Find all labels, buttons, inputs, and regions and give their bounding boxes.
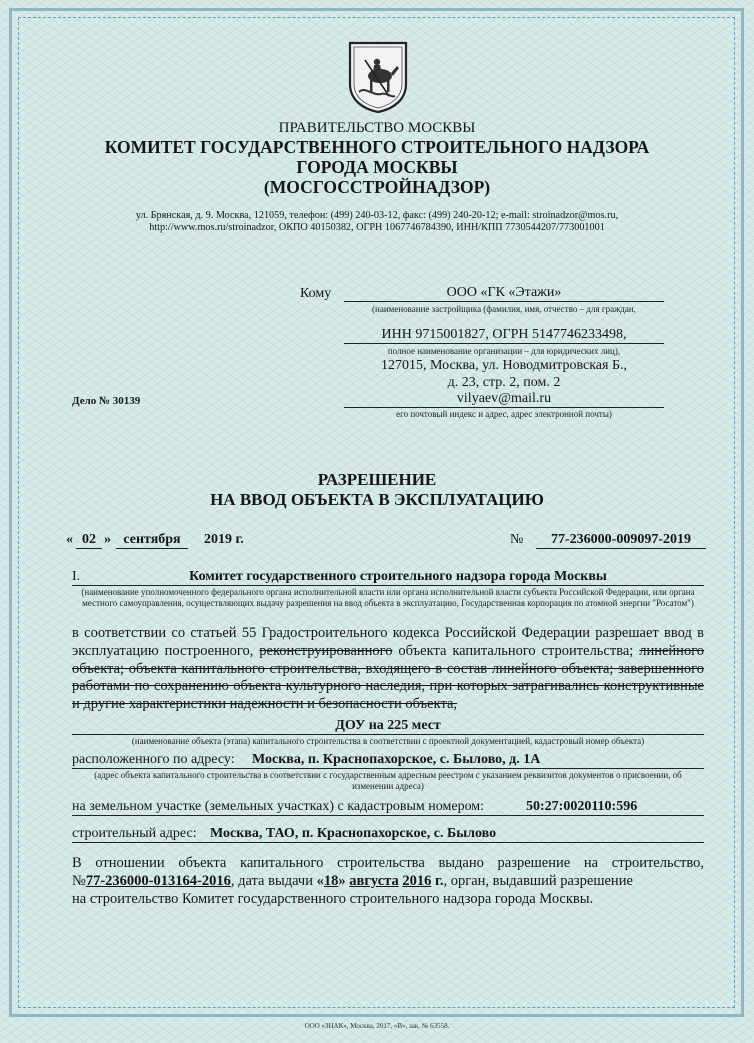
permission-paragraph xyxy=(72,625,704,714)
permit-year-suffix: г. xyxy=(434,873,444,889)
paragraph-strike-2: линейного объекта; объекта капитального строительства, входящего в состав линейного объекта; завершенного работами по сохранению объекта культурного наследия, при которых затрагивались конструктивные и другие характеристики надежности и безопасности объекта, xyxy=(72,642,705,713)
permit-number: 77-236000-009097-2019 xyxy=(551,532,691,547)
section-roman: I. xyxy=(72,569,81,584)
committee-short-name: (МОСГОССТРОЙНАДЗОР) xyxy=(263,177,491,197)
recipient-name: ООО «ГК «Этажи» xyxy=(446,285,562,300)
permit-day: 18 xyxy=(323,873,339,889)
permit-quote-close: » xyxy=(338,873,346,889)
paragraph-text-1: в соответствии со статьей 55 Градостроительного кодекса Российской Федерации разрешает ввод в эксплуатацию построенного, xyxy=(72,625,704,659)
date-close-quote: » xyxy=(104,532,111,547)
recipient-hint-2: полное наименование организации – для юридических лиц), xyxy=(387,346,621,356)
recipient-to-label: Кому xyxy=(300,286,332,301)
object-name-hint: (наименование объекта (этапа) капитального строительства в соответствии с проектной документацией, кадастровый номер объекта) xyxy=(131,736,645,746)
date-day: 02 xyxy=(82,532,96,547)
permit-year: 2016 xyxy=(402,873,432,889)
located-hint: (адрес объекта капитального строительства в соответствии с государственным адресным реестром с указанием реквизитов документов о присвоении, об изменении адреса) xyxy=(94,770,682,791)
land-label: на земельном участке (земельных участках) с кадастровым номером: xyxy=(72,799,485,814)
issuer-hint: (наименование уполномоченного федерального органа исполнительной власти или органа исполнительной власти субъекта Российской Федерации, или органа местного самоуправления, осуществляющих выдачу разрешения на ввод объекта в эксплуатацию, Государственная корпорация по атомной энергии "Росатом") xyxy=(81,587,695,608)
number-label: № xyxy=(510,532,524,547)
date-year: 2019 г. xyxy=(204,532,244,547)
date-month: сентября xyxy=(123,532,181,547)
printer-footer: ООО «ЗНАК», Москва, 2017, «В», зак. № 63558. xyxy=(304,1022,450,1030)
cadastral-number: 50:27:0020110:596 xyxy=(526,799,638,814)
committee-name-line2: ГОРОДА МОСКВЫ xyxy=(296,157,458,177)
committee-address-line1: ул. Брянская, д. 9. Москва, 121059, телефон: (499) 240-03-12, факс: (499) 240-20-12; e-mail: stroinadzor@mos.ru, xyxy=(135,210,619,221)
recipient-hint-1: (наименование застройщика (фамилия, имя, отчество – для граждан, xyxy=(372,304,636,314)
recipient-email: vilyaev@mail.ru xyxy=(456,391,552,406)
object-name: ДОУ на 225 мест xyxy=(335,718,441,733)
committee-address-line2: http://www.mos.ru/stroinadzor, ОКПО 40150382, ОГРН 1067746784390, ИНН/КПП 7730544207/773001001 xyxy=(149,222,605,233)
recipient-hint-3: его почтовый индекс и адрес, адрес электронной почты) xyxy=(396,409,612,419)
paragraph-strike-1: реконструированного xyxy=(259,642,393,659)
located-address: Москва, п. Краснопахорское, с. Былово, д. 1А xyxy=(252,752,541,767)
permit-text-line1: В отношении объекта капитального строительства выдано разрешение на строительство, xyxy=(72,855,704,871)
document-subtitle: НА ВВОД ОБЪЕКТА В ЭКСПЛУАТАЦИЮ xyxy=(210,490,544,509)
recipient-inn: ИНН 9715001827, ОГРН 5147746233498, xyxy=(381,327,627,342)
issuer-name: Комитет государственного строительного надзора города Москвы xyxy=(189,569,607,584)
build-address: Москва, ТАО, п. Краснопахорское, с. Былово xyxy=(210,826,497,841)
located-label: расположенного по адресу: xyxy=(72,752,235,767)
construction-permit-number: 77-236000-013164-2016 xyxy=(85,873,231,889)
paragraph-text-2: объекта капитального строительства; xyxy=(398,642,634,659)
committee-name-line1: КОМИТЕТ ГОСУДАРСТВЕННОГО СТРОИТЕЛЬНОГО НАДЗОРА xyxy=(104,137,650,157)
government-name: ПРАВИТЕЛЬСТВО МОСКВЫ xyxy=(278,120,476,136)
moscow-coat-of-arms-icon xyxy=(347,40,409,114)
build-address-label: строительный адрес: xyxy=(72,826,197,841)
permit-month: августа xyxy=(349,873,399,889)
permit-issuer-text: , орган, выдавший разрешение xyxy=(443,873,633,889)
permit-no-prefix: № xyxy=(72,873,86,889)
permit-text-line3: на строительство Комитет государственного строительного надзора города Москвы. xyxy=(72,891,594,907)
recipient-address-line1: 127015, Москва, ул. Новодмитровская Б., xyxy=(381,358,627,373)
document-title: РАЗРЕШЕНИЕ xyxy=(317,470,437,489)
permit-quote-open: « xyxy=(316,873,324,889)
recipient-address-line2: д. 23, стр. 2, пом. 2 xyxy=(447,375,561,390)
case-number: Дело № 30139 xyxy=(72,395,141,407)
permit-issued-text: , дата выдачи xyxy=(230,873,313,889)
date-open-quote: « xyxy=(66,532,73,547)
permit-text-line2 xyxy=(72,873,712,891)
